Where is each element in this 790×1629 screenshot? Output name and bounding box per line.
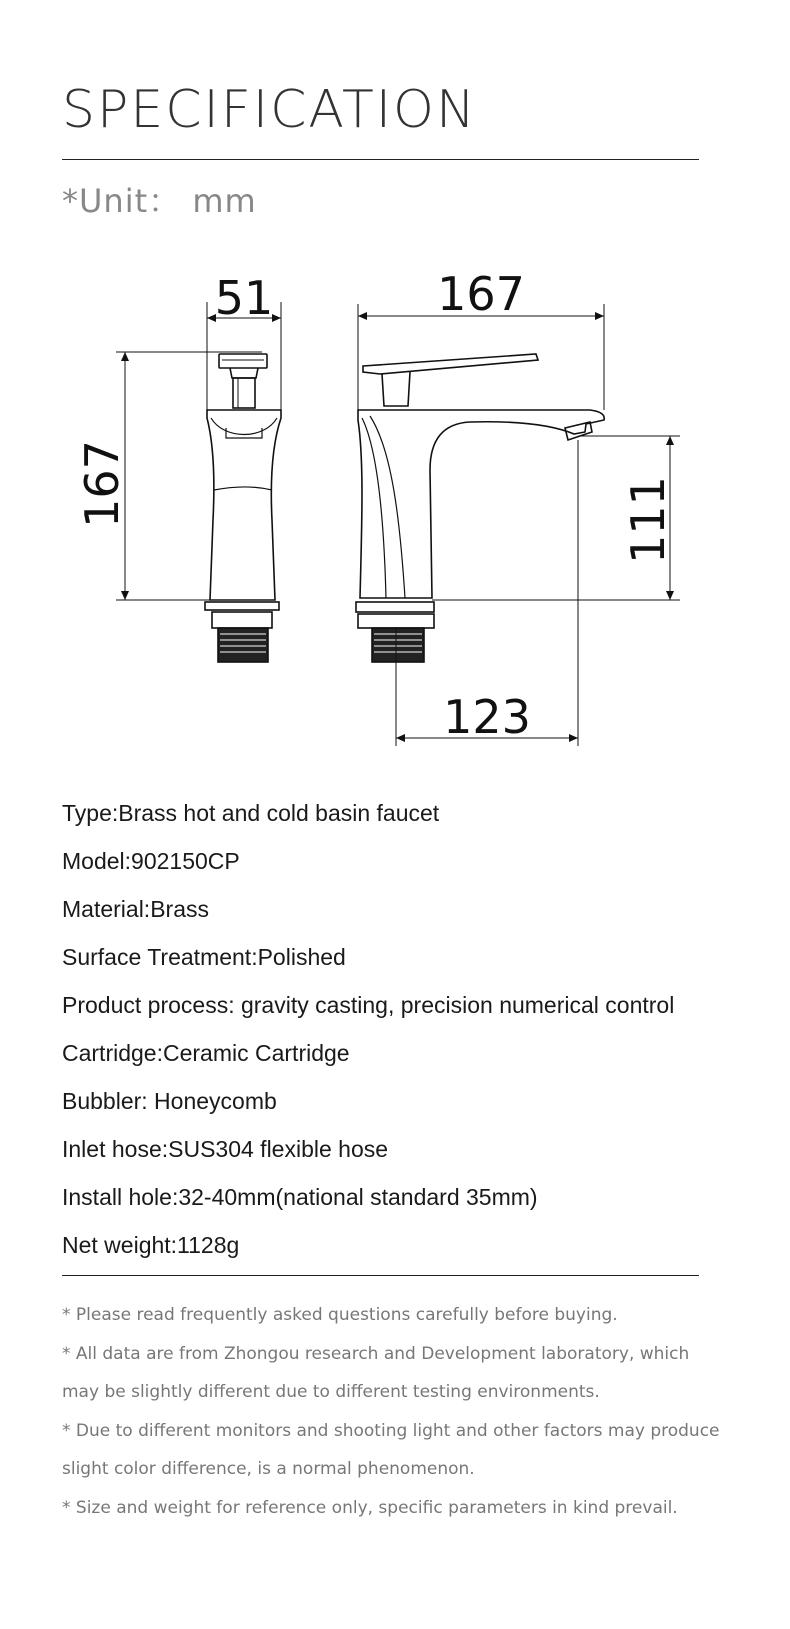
dim-spout-reach: 123 — [443, 690, 531, 744]
page-title: SPECIFICATION — [62, 80, 477, 140]
note-item: * Size and weight for reference only, specific parameters in kind prevail. — [62, 1497, 678, 1518]
spec-bubbler: Bubbler: Honeycomb — [62, 1088, 277, 1114]
spec-model: Model:902150CP — [62, 848, 240, 874]
notes-list — [62, 1296, 722, 1527]
spec-inlet-hose: Inlet hose:SUS304 flexible hose — [62, 1136, 389, 1162]
note-item: * All data are from Zhongou research and Development laboratory, which may be slightly different due to different testing environments. — [62, 1343, 690, 1402]
dim-spout-height: 111 — [621, 476, 675, 564]
note-item: * Please read frequently asked questions carefully before buying. — [62, 1305, 618, 1325]
note-item: * Due to different monitors and shooting light and other factors may produce slight color difference, is a normal phenomenon. — [62, 1420, 720, 1479]
spec-cartridge: Cartridge:Ceramic Cartridge — [62, 1040, 350, 1066]
unit-label: *Unit： mm — [62, 182, 257, 220]
spec-product-process: Product process: gravity casting, precision numerical control — [62, 992, 675, 1018]
dim-length-side: 167 — [437, 267, 525, 321]
spec-type: Type:Brass hot and cold basin faucet — [62, 800, 440, 826]
spec-surface-treatment: Surface Treatment:Polished — [62, 944, 346, 970]
notes-divider — [62, 1275, 699, 1276]
dim-width-front: 51 — [214, 271, 274, 325]
front-view — [116, 302, 281, 662]
spec-net-weight: Net weight:1128g — [62, 1232, 240, 1258]
dim-height-front: 167 — [75, 440, 129, 528]
spec-material: Material:Brass — [62, 896, 209, 922]
spec-list — [62, 795, 674, 1275]
title-divider — [62, 159, 699, 160]
faucet-dimension-drawing — [0, 250, 790, 760]
spec-install-hole: Install hole:32-40mm(national standard 35mm) — [62, 1184, 538, 1210]
